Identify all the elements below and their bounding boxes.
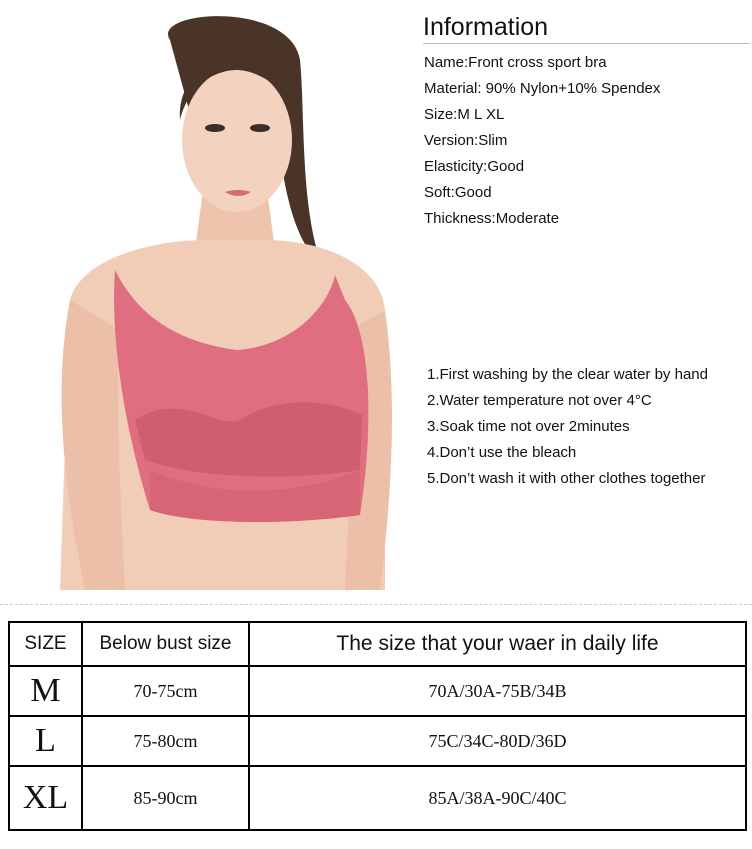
header-size: SIZE	[9, 622, 82, 666]
info-name: Name:Front cross sport bra	[424, 54, 607, 71]
info-size: Size:M L XL	[424, 106, 505, 123]
product-photo	[0, 0, 420, 600]
right-eye	[250, 124, 270, 132]
header-daily-size: The size that your waer in daily life	[249, 622, 746, 666]
daily-size-cell: 75C/34C-80D/36D	[249, 716, 746, 766]
size-table-header	[9, 622, 746, 666]
size-cell: M	[9, 666, 82, 716]
care-item: 2.Water temperature not over 4°C	[427, 392, 652, 409]
information-title: Information	[423, 13, 549, 41]
bust-cell: 70-75cm	[82, 666, 249, 716]
information-panel	[423, 12, 748, 46]
care-item: 1.First washing by the clear water by hand	[427, 366, 708, 383]
care-instructions	[427, 362, 708, 492]
daily-size-cell: 70A/30A-75B/34B	[249, 666, 746, 716]
info-elasticity: Elasticity:Good	[424, 158, 525, 175]
section-divider	[0, 604, 752, 606]
info-version: Version:Slim	[424, 132, 508, 149]
bust-cell: 85-90cm	[82, 766, 249, 830]
info-soft: Soft:Good	[424, 184, 492, 201]
information-lines	[424, 50, 660, 232]
daily-size-cell: 85A/38A-90C/40C	[249, 766, 746, 830]
care-item: 3.Soak time not over 2minutes	[427, 418, 630, 435]
size-cell: XL	[9, 766, 82, 830]
left-eye	[205, 124, 225, 132]
bust-cell: 75-80cm	[82, 716, 249, 766]
care-item: 4.Don’t use the bleach	[427, 444, 577, 461]
info-material: Material: 90% Nylon+10% Spendex	[424, 80, 661, 97]
info-thickness: Thickness:Moderate	[424, 210, 560, 227]
table-row	[9, 766, 746, 830]
information-divider	[423, 43, 750, 44]
header-below-bust: Below bust size	[82, 622, 249, 666]
table-row	[9, 666, 746, 716]
care-item: 5.Don’t wash it with other clothes together	[427, 470, 706, 487]
size-table	[8, 621, 747, 831]
table-row	[9, 716, 746, 766]
size-cell: L	[9, 716, 82, 766]
